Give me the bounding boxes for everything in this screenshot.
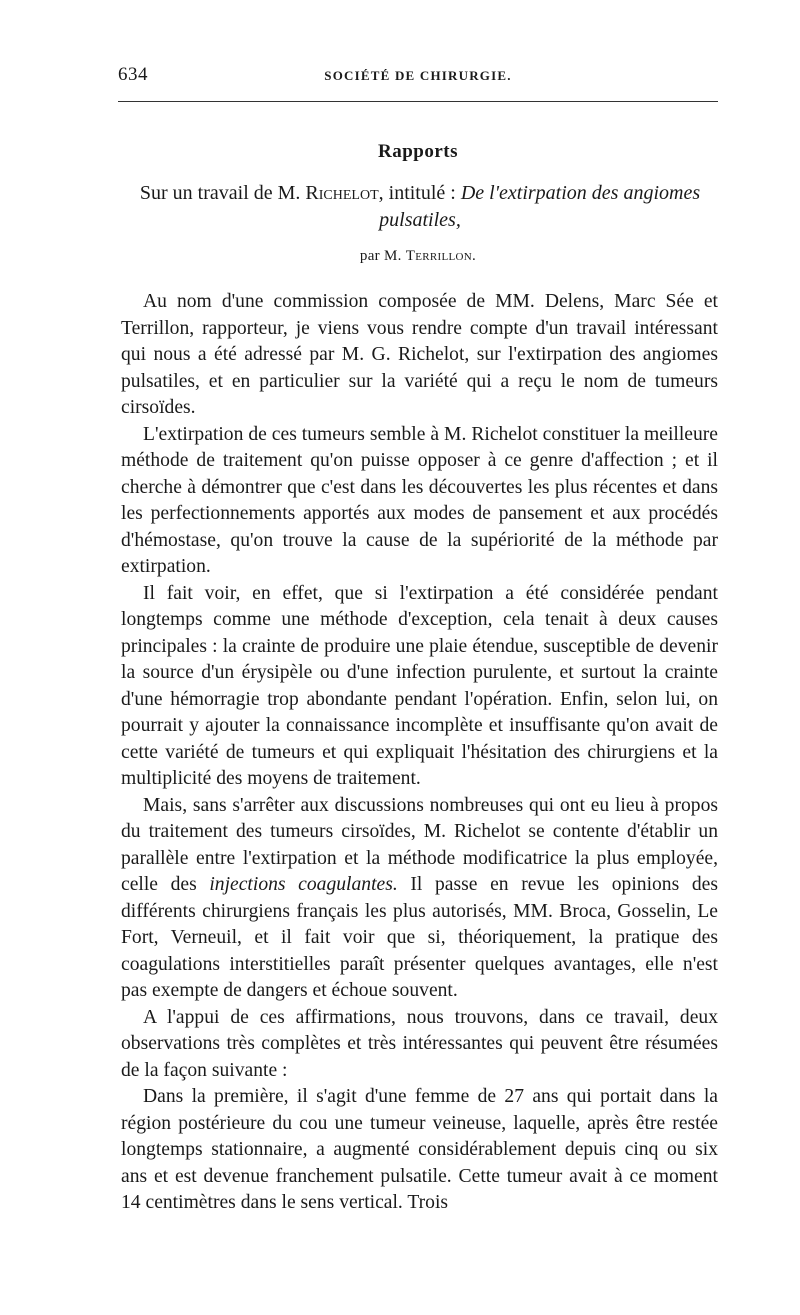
author-name: Richelot [305,182,379,204]
byline-name: Terrillon. [405,248,477,264]
paragraph-4 [121,793,718,1005]
title-middle: , intitulé : [378,182,461,204]
page-header [118,62,718,92]
page-number: 634 [118,64,148,85]
paragraph-3: Il fait voir, en effet, que si l'extirpation a été considérée pendant longtemps comme une méthode d'exception, cela tenait à deux causes principales : la crainte de produire une plaie étendue, susceptible de devenir la source d'un érysipèle ou d'une infection purulente, et surtout la crainte d'une hémorragie trop abondante pendant l'opération. Enfin, selon lui, on pourrait y ajouter la connaissance incomplète et insuffisante qu'on avait de cette variété de tumeurs et qui expliquait l'hésitation des chirurgiens et la multiplicité des moyens de traitement. [121,582,718,789]
paragraph-4-part-1: Mais, sans s'arrêter aux discussions nombreuses qui ont eu lieu à propos du traitement des tumeurs cirsoïdes, M. Richelot se contente d'établir un parallèle entre l'extirpation et la méthode modificatrice la plus employée, celle des [121,794,718,895]
report-title [122,180,718,234]
paragraph-2: L'extirpation de ces tumeurs semble à M. Richelot constituer la meilleure méthode de traitement qu'on puisse opposer à ce genre d'affection ; et il cherche à démontrer que c'est dans les découvertes les plus récentes et dans les perfectionnements apportés aux modes de pansement et aux procédés d'hémostase, qu'on trouve la cause de la supériorité de la méthode par extirpation. [121,423,718,577]
byline-prefix: par M. [359,248,406,264]
running-head: SOCIÉTÉ DE CHIRURGIE. [324,68,512,83]
header-rule [118,101,718,102]
paragraph-4-part-2: Il passe en revue les opinions des différents chirurgiens français les plus autorisés, MM. Broca, Gosselin, Le Fort, Verneuil, et il fait voir que si, théoriquement, la pratique des coagulations interstitielles paraît présenter quelques avantages, elle n'est pas exempte de dangers et échoue souvent. [121,874,718,1001]
byline [118,248,718,265]
title-italic: De l'extirpation des angiomes pulsatiles, [379,182,701,231]
section-title: Rapports [377,141,458,162]
title-prefix: Sur un travail de M. [139,182,306,204]
paragraph-6: Dans la première, il s'agit d'une femme de 27 ans qui portait dans la région postérieure du cou une tumeur veineuse, laquelle, après être restée longtemps stationnaire, a augmenté considérablement depuis cinq ou six ans et est devenue franchement pulsatile. Cette tumeur avait à ce moment 14 centimètres dans le sens vertical. Trois [121,1086,718,1213]
paragraph-4-italic: injections coagulantes. [209,874,398,895]
paragraph-5: A l'appui de ces affirmations, nous trouvons, dans ce travail, deux observations très complètes et très intéressantes qui peuvent être résumées de la façon suivante : [121,1006,718,1081]
body-text [121,289,718,1217]
paragraph-1: Au nom d'une commission composée de MM. Delens, Marc Sée et Terrillon, rapporteur, je viens vous rendre compte d'un travail intéressant qui nous a été adressé par M. G. Richelot, sur l'extirpation des angiomes pulsatiles, et en particulier sur la variété qui a reçu le nom de tumeurs cirsoïdes. [121,291,718,418]
